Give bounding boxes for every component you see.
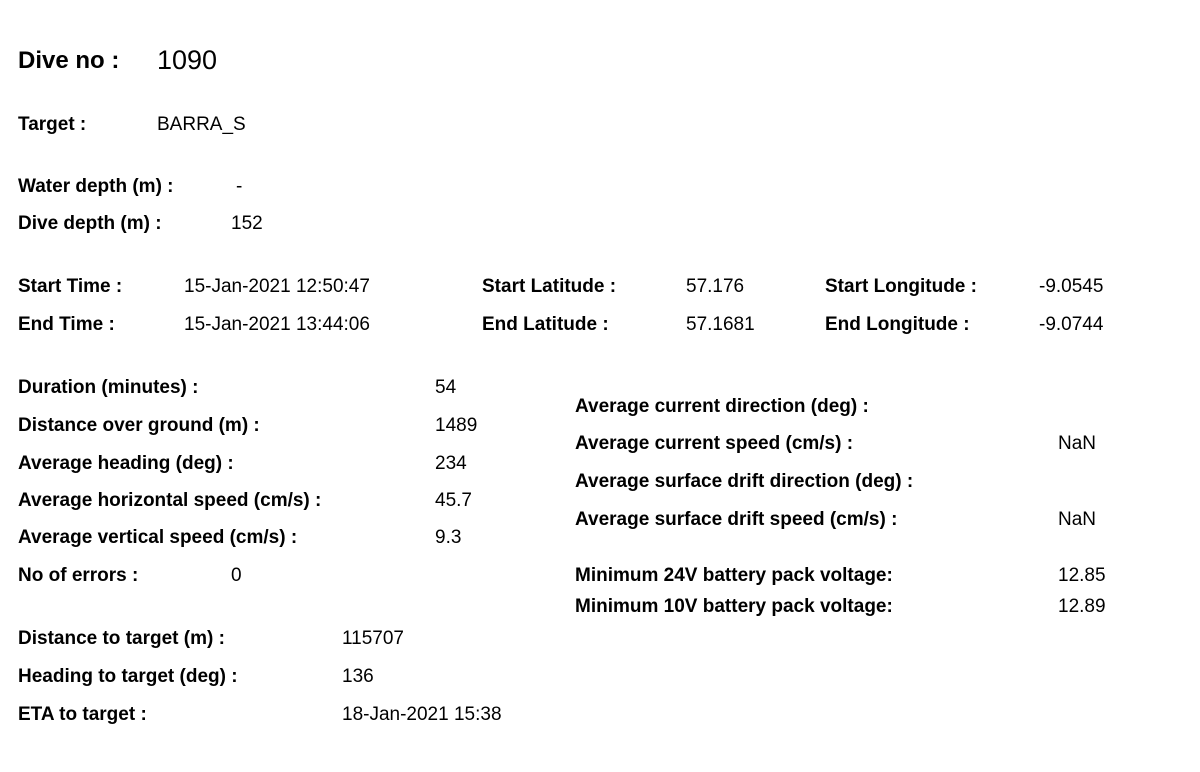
- avg-heading-label: Average heading (deg) :: [18, 453, 234, 474]
- duration-label: Duration (minutes) :: [18, 377, 199, 398]
- drift-speed-label: Average surface drift speed (cm/s) :: [575, 509, 898, 530]
- distance-target-value: 115707: [342, 628, 404, 649]
- start-time-value: 15-Jan-2021 12:50:47: [184, 276, 370, 297]
- battery-24v-label: Minimum 24V battery pack voltage:: [575, 565, 893, 586]
- avg-horizontal-speed-label: Average horizontal speed (cm/s) :: [18, 490, 322, 511]
- end-longitude-value: -9.0744: [1039, 314, 1104, 335]
- current-direction-label: Average current direction (deg) :: [575, 396, 869, 417]
- distance-target-label: Distance to target (m) :: [18, 628, 225, 649]
- start-time-label: Start Time :: [18, 276, 123, 297]
- battery-10v-label: Minimum 10V battery pack voltage:: [575, 596, 893, 617]
- heading-target-label: Heading to target (deg) :: [18, 666, 238, 687]
- errors-value: 0: [231, 565, 242, 586]
- water-depth-label: Water depth (m) :: [18, 176, 174, 197]
- heading-target-value: 136: [342, 666, 374, 687]
- avg-heading-value: 234: [435, 453, 467, 474]
- avg-vertical-speed-value: 9.3: [435, 527, 462, 548]
- current-speed-value: NaN: [1058, 433, 1097, 454]
- current-speed-label: Average current speed (cm/s) :: [575, 433, 854, 454]
- start-longitude-value: -9.0545: [1039, 276, 1104, 297]
- drift-speed-value: NaN: [1058, 509, 1097, 530]
- start-latitude-label: Start Latitude :: [482, 276, 617, 297]
- start-latitude-value: 57.176: [686, 276, 745, 297]
- dive-depth-value: 152: [231, 213, 263, 234]
- eta-target-value: 18-Jan-2021 15:38: [342, 704, 502, 725]
- battery-10v-value: 12.89: [1058, 596, 1106, 617]
- duration-value: 54: [435, 377, 457, 398]
- target-value: BARRA_S: [157, 114, 246, 135]
- dive-depth-label: Dive depth (m) :: [18, 213, 162, 234]
- errors-label: No of errors :: [18, 565, 139, 586]
- end-longitude-label: End Longitude :: [825, 314, 970, 335]
- water-depth-value: -: [236, 176, 243, 197]
- avg-vertical-speed-label: Average vertical speed (cm/s) :: [18, 527, 298, 548]
- distance-ground-value: 1489: [435, 415, 478, 436]
- end-latitude-value: 57.1681: [686, 314, 755, 335]
- end-time-value: 15-Jan-2021 13:44:06: [184, 314, 370, 335]
- start-longitude-label: Start Longitude :: [825, 276, 977, 297]
- target-label: Target :: [18, 114, 87, 135]
- dive-no-value: 1090: [157, 45, 218, 75]
- drift-direction-label: Average surface drift direction (deg) :: [575, 471, 914, 492]
- eta-target-label: ETA to target :: [18, 704, 147, 725]
- dive-no-label: Dive no :: [18, 47, 120, 74]
- battery-24v-value: 12.85: [1058, 565, 1106, 586]
- end-latitude-label: End Latitude :: [482, 314, 609, 335]
- distance-ground-label: Distance over ground (m) :: [18, 415, 260, 436]
- avg-horizontal-speed-value: 45.7: [435, 490, 472, 511]
- end-time-label: End Time :: [18, 314, 115, 335]
